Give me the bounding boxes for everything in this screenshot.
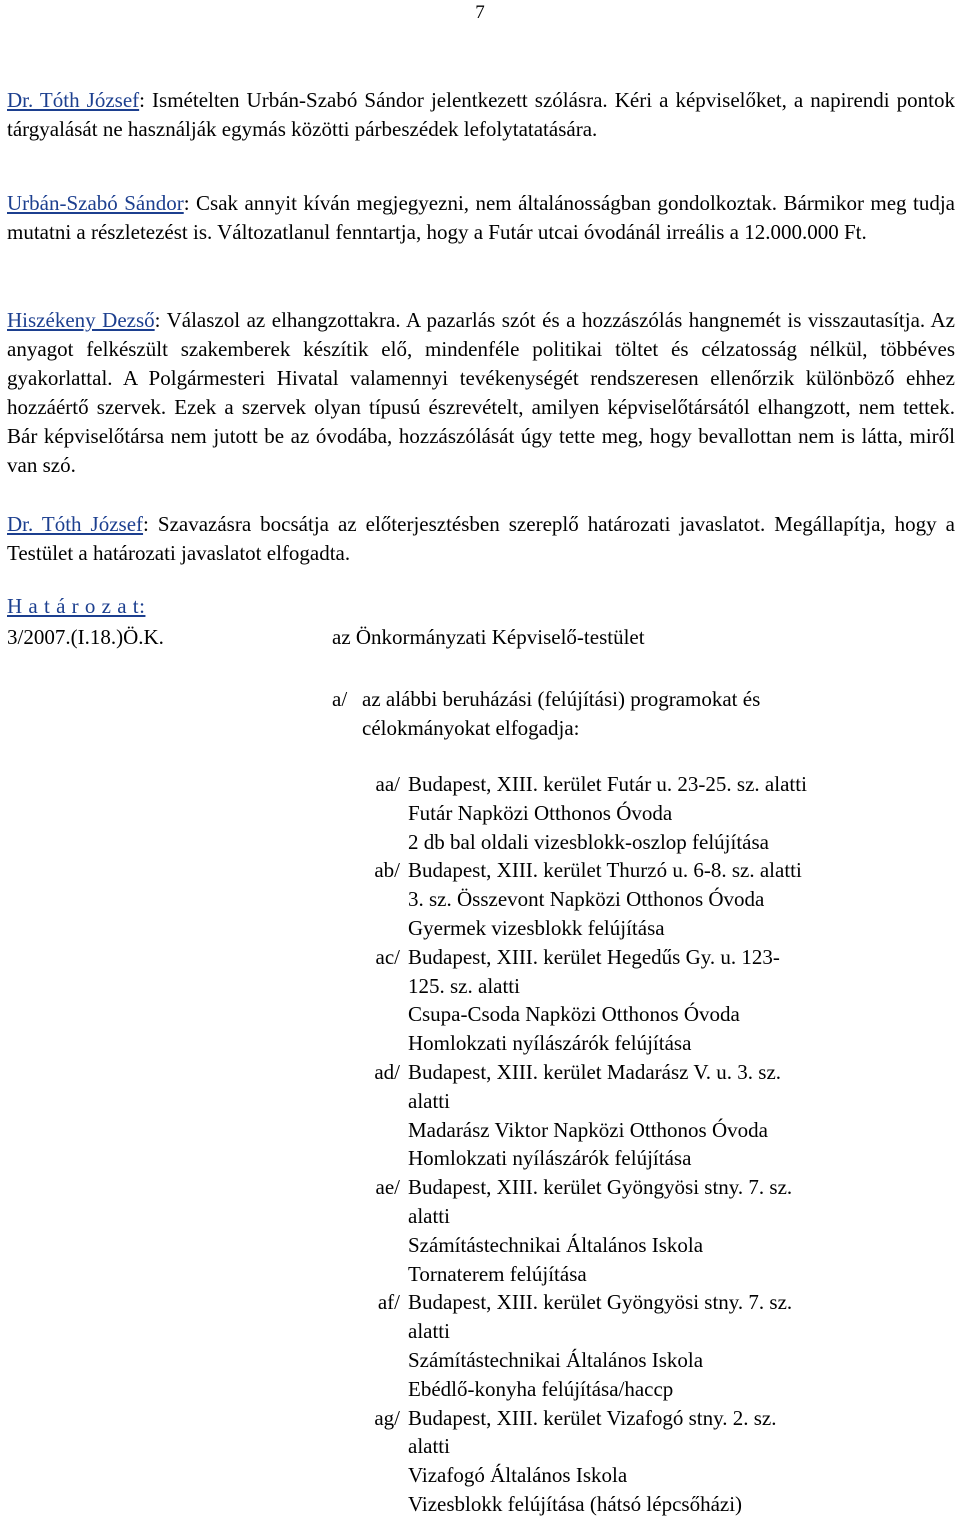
decision-text: az alábbi beruházási (felújítási) programokat és célokmányokat elfogadja: <box>362 687 761 740</box>
program-item-line: 125. sz. alatti <box>408 973 520 998</box>
program-item-line: Tornaterem felújítása <box>408 1261 587 1286</box>
program-item-line: Budapest, XIII. kerület Vizafogó stny. 2. sz. <box>408 1405 777 1430</box>
program-item-line: Homlokzati nyílászárók felújítása <box>408 1146 692 1171</box>
program-item-line: Csupa-Csoda Napközi Otthonos Óvoda <box>408 1002 740 1027</box>
speaker-name: Urbán-Szabó Sándor <box>7 191 184 215</box>
program-item-code: ae/ <box>375 1175 400 1200</box>
program-item-line: Budapest, XIII. kerület Hegedűs Gy. u. 123- <box>408 944 780 969</box>
speech-text: : Csak annyit kíván megjegyezni, nem általánosságban gondolkoztak. Bármikor meg tudja mutatni a részletezést is. Változatlanul fenntartja, hogy a Futár utcai óvodánál irreális a 12.000.000 Ft. <box>7 191 955 244</box>
speech-text: : Szavazásra bocsátja az előterjesztésben szereplő határozati javaslatot. Megállapítja, hogy a Testület a határozati javaslatot elfogadta. <box>7 512 955 565</box>
program-item-line: Homlokzati nyílászárók felújítása <box>408 1031 692 1056</box>
resolution-heading: H a t á r o z a t: <box>7 594 146 618</box>
program-item-line: Számítástechnikai Általános Iskola <box>408 1347 704 1372</box>
program-item <box>342 1173 902 1288</box>
program-item <box>342 770 902 856</box>
program-item-line: Futár Napközi Otthonos Óvoda <box>408 800 673 825</box>
program-item-line: Budapest, XIII. kerület Gyöngyösi stny. 7. sz. <box>408 1290 793 1315</box>
program-item-code: ab/ <box>374 858 400 883</box>
program-item-line: 3. sz. Összevont Napközi Otthonos Óvoda <box>408 887 765 912</box>
program-item-code: ad/ <box>374 1059 400 1084</box>
page-number: 7 <box>475 2 485 23</box>
program-item-line: alatti <box>408 1088 450 1113</box>
paragraph-urban-szabo <box>7 189 955 247</box>
program-item-line: Budapest, XIII. kerület Gyöngyösi stny. 7. sz. <box>408 1175 793 1200</box>
program-item-line: Vizafogó Általános Iskola <box>408 1463 628 1488</box>
program-item-code: af/ <box>377 1290 400 1315</box>
resolution-number: 3/2007.(I.18.)Ö.K. <box>7 625 164 649</box>
speech-text: : Ismételten Urbán-Szabó Sándor jelentkezett szólásra. Kéri a képviselőket, a napirendi pontok tárgyalását ne használják egymás közötti párbeszédek lefolytatatására. <box>7 88 956 141</box>
program-item-line: Gyermek vizesblokk felújítása <box>408 915 665 940</box>
speaker-name: Dr. Tóth József <box>7 88 140 112</box>
program-item-line: alatti <box>408 1319 450 1344</box>
program-item-line: Ebédlő-konyha felújítása/haccp <box>408 1376 674 1401</box>
program-item-line: alatti <box>408 1434 450 1459</box>
speaker-name: Dr. Tóth József <box>7 512 144 536</box>
program-item-line: Számítástechnikai Általános Iskola <box>408 1232 704 1257</box>
program-item <box>342 1058 902 1173</box>
program-item-line: Budapest, XIII. kerület Madarász V. u. 3. sz. <box>408 1059 782 1084</box>
paragraph-toth-2 <box>7 510 955 568</box>
program-item-code: aa/ <box>375 772 400 796</box>
program-item-code: ac/ <box>375 944 400 969</box>
program-item-line: 2 db bal oldali vizesblokk-oszlop felújítása <box>408 829 769 854</box>
program-item <box>342 943 902 1058</box>
decision-a <box>332 685 852 743</box>
program-item-line: Budapest, XIII. kerület Futár u. 23-25. sz. alatti <box>408 772 807 796</box>
speaker-name: Hiszékeny Dezső <box>7 308 155 332</box>
speech-text: : Válaszol az elhangzottakra. A pazarlás szót és a hozzászólás hangnemét is visszautasítja. Az anyagot felkészült szakemberek készítik elő, mindenféle politikai töltet és célzatosság nélkül, többéves gyakorlattal. A Polgármesteri Hivatal valamennyi tevékenységét rendszeresen ellenőrzik különböző ehhez hozzáértő szervek. Ezek a szervek olyan típusú észrevételt, amilyen képviselőtársától elhangzott, nem tettek. Bár képviselőtársa nem jutott be az óvodába, hozzászólását úgy tette meg, hogy bevallottan nem is látta, miről van szó. <box>7 308 955 477</box>
paragraph-toth-1 <box>7 86 955 144</box>
program-item <box>342 1404 902 1519</box>
program-list <box>342 770 902 1519</box>
paragraph-hiszekeny <box>7 306 955 480</box>
program-item-code: ag/ <box>374 1405 400 1430</box>
resolution-body: az Önkormányzati Képviselő-testület <box>332 625 645 649</box>
program-item-line: Vizesblokk felújítása (hátsó lépcsőházi) <box>408 1491 743 1516</box>
decision-code: a/ <box>332 687 348 711</box>
program-item <box>342 856 902 942</box>
program-item-line: Madarász Viktor Napközi Otthonos Óvoda <box>408 1117 768 1142</box>
program-item <box>342 1288 902 1403</box>
program-item-line: alatti <box>408 1203 450 1228</box>
program-item-line: Budapest, XIII. kerület Thurzó u. 6-8. sz. alatti <box>408 858 802 883</box>
